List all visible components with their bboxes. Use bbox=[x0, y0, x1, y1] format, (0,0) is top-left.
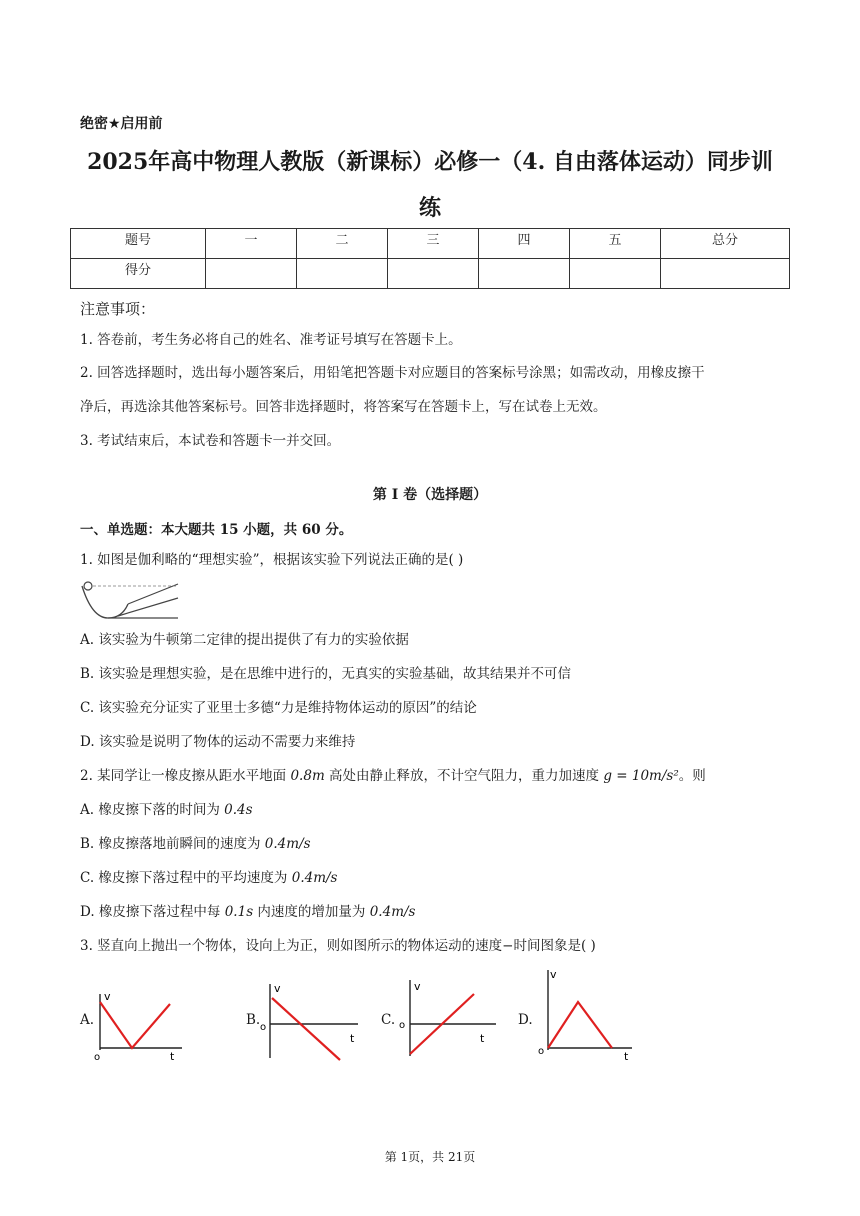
stem-text: 。则 bbox=[678, 768, 706, 784]
origin-label: o bbox=[94, 1052, 101, 1062]
table-cell: 五 bbox=[570, 229, 661, 259]
notice-item: 3. 考试结束后，本试卷和答题卡一并交回。 bbox=[80, 433, 341, 449]
v-axis-label: v bbox=[550, 968, 557, 981]
question-2-option-a bbox=[80, 800, 253, 820]
option-text: B. 橡皮擦落地前瞬间的速度为 bbox=[80, 836, 265, 852]
question-3-stem: 3. 竖直向上抛出一个物体，设向上为正，则如图所示的物体运动的速度−时间图象是( ) bbox=[80, 938, 596, 954]
graph-line bbox=[100, 1002, 170, 1048]
table-cell: 一 bbox=[206, 229, 297, 259]
table-cell: 总分 bbox=[661, 229, 790, 259]
option-text: C. 橡皮擦下落过程中的平均速度为 bbox=[80, 870, 292, 886]
option-text: D. 橡皮擦下落过程中每 bbox=[80, 904, 225, 920]
origin-label: o bbox=[538, 1046, 545, 1057]
galileo-ramp-figure bbox=[78, 578, 182, 622]
score-cell bbox=[206, 259, 297, 289]
graph-line bbox=[548, 1002, 612, 1048]
ramp-steep bbox=[128, 584, 178, 604]
page-footer: 第 1页，共 21页 bbox=[384, 1150, 476, 1164]
origin-label: o bbox=[399, 1020, 406, 1031]
option-value: 0.4m/s bbox=[264, 836, 311, 852]
origin-label: o bbox=[260, 1022, 267, 1033]
section-title: 第 I 卷（选择题） bbox=[372, 487, 488, 503]
question-1-option-a: A. 该实验为牛顿第二定律的提出提供了有力的实验依据 bbox=[80, 632, 409, 648]
secret-label: 绝密★启用前 bbox=[80, 116, 163, 132]
ramp-curve bbox=[82, 586, 128, 618]
t-axis-label: t bbox=[170, 1050, 175, 1062]
question-1-option-d: D. 该实验是说明了物体的运动不需要力来维持 bbox=[80, 734, 356, 750]
score-table-score-row bbox=[71, 259, 790, 289]
score-cell bbox=[661, 259, 790, 289]
notice-heading: 注意事项： bbox=[80, 300, 156, 318]
score-cell bbox=[479, 259, 570, 289]
question-2-stem bbox=[80, 766, 706, 786]
question-2-option-c bbox=[80, 868, 337, 888]
v-axis-label: v bbox=[274, 982, 281, 995]
option-value: 0.4m/s bbox=[369, 904, 416, 920]
vt-graph-b bbox=[258, 980, 368, 1062]
question-1-option-b: B. 该实验是理想实验，是在思维中进行的，无真实的实验基础，故其结果并不可信 bbox=[80, 666, 572, 682]
t-axis-label: t bbox=[480, 1032, 485, 1045]
vt-graph-d bbox=[536, 966, 638, 1062]
graph-label-c: C. bbox=[381, 1012, 396, 1028]
option-value: 0.4m/s bbox=[291, 870, 338, 886]
score-table bbox=[70, 228, 790, 289]
notice-item: 2. 回答选择题时，选出每小题答案后，用铅笔把答题卡对应题目的答案标号涂黑；如需改动，用橡皮擦干 bbox=[80, 365, 705, 381]
vt-graph-c bbox=[396, 976, 506, 1062]
score-cell bbox=[297, 259, 388, 289]
score-cell bbox=[388, 259, 479, 289]
option-text: 内速度的增加量为 bbox=[253, 904, 370, 920]
score-cell bbox=[570, 259, 661, 289]
part-heading: 一、单选题：本大题共 15 小题，共 60 分。 bbox=[80, 522, 353, 538]
t-axis-label: t bbox=[624, 1050, 629, 1062]
graph-label-b: B. bbox=[246, 1012, 261, 1028]
t-axis-label: t bbox=[350, 1032, 355, 1045]
option-text: A. 橡皮擦下落的时间为 bbox=[80, 802, 225, 818]
vt-graph-a bbox=[92, 990, 192, 1062]
table-cell: 题号 bbox=[71, 229, 206, 259]
graph-line bbox=[272, 998, 340, 1060]
height-value: 0.8m bbox=[290, 768, 325, 784]
option-value: 0.1s bbox=[224, 904, 254, 920]
ball bbox=[84, 582, 92, 590]
graph-label-d: D. bbox=[518, 1012, 533, 1028]
table-cell: 三 bbox=[388, 229, 479, 259]
question-1-option-c: C. 该实验充分证实了亚里士多德“力是维持物体运动的原因”的结论 bbox=[80, 700, 477, 716]
table-cell: 四 bbox=[479, 229, 570, 259]
page-title: 2025年高中物理人教版（新课标）必修一（4. 自由落体运动）同步训 bbox=[87, 149, 773, 175]
stem-text: 高处由静止释放，不计空气阻力，重力加速度 bbox=[324, 768, 604, 784]
graph-label-a: A. bbox=[80, 1012, 95, 1028]
page-title-continued: 练 bbox=[418, 195, 441, 221]
gravity-value: g = 10m/s² bbox=[603, 768, 679, 784]
table-cell: 二 bbox=[297, 229, 388, 259]
stem-text: 2. 某同学让一橡皮擦从距水平地面 bbox=[80, 768, 291, 784]
question-1-stem: 1. 如图是伽利略的“理想实验”，根据该实验下列说法正确的是( ) bbox=[80, 552, 464, 568]
question-2-option-b bbox=[80, 834, 311, 854]
question-2-option-d bbox=[80, 902, 415, 922]
table-cell: 得分 bbox=[71, 259, 206, 289]
score-table-header-row bbox=[71, 229, 790, 259]
option-value: 0.4s bbox=[224, 802, 253, 818]
notice-item: 净后，再选涂其他答案标号。回答非选择题时，将答案写在答题卡上，写在试卷上无效。 bbox=[80, 399, 607, 415]
notice-item: 1. 答卷前，考生务必将自己的姓名、准考证号填写在答题卡上。 bbox=[80, 332, 462, 348]
v-axis-label: v bbox=[414, 980, 421, 993]
v-axis-label: v bbox=[104, 990, 111, 1003]
